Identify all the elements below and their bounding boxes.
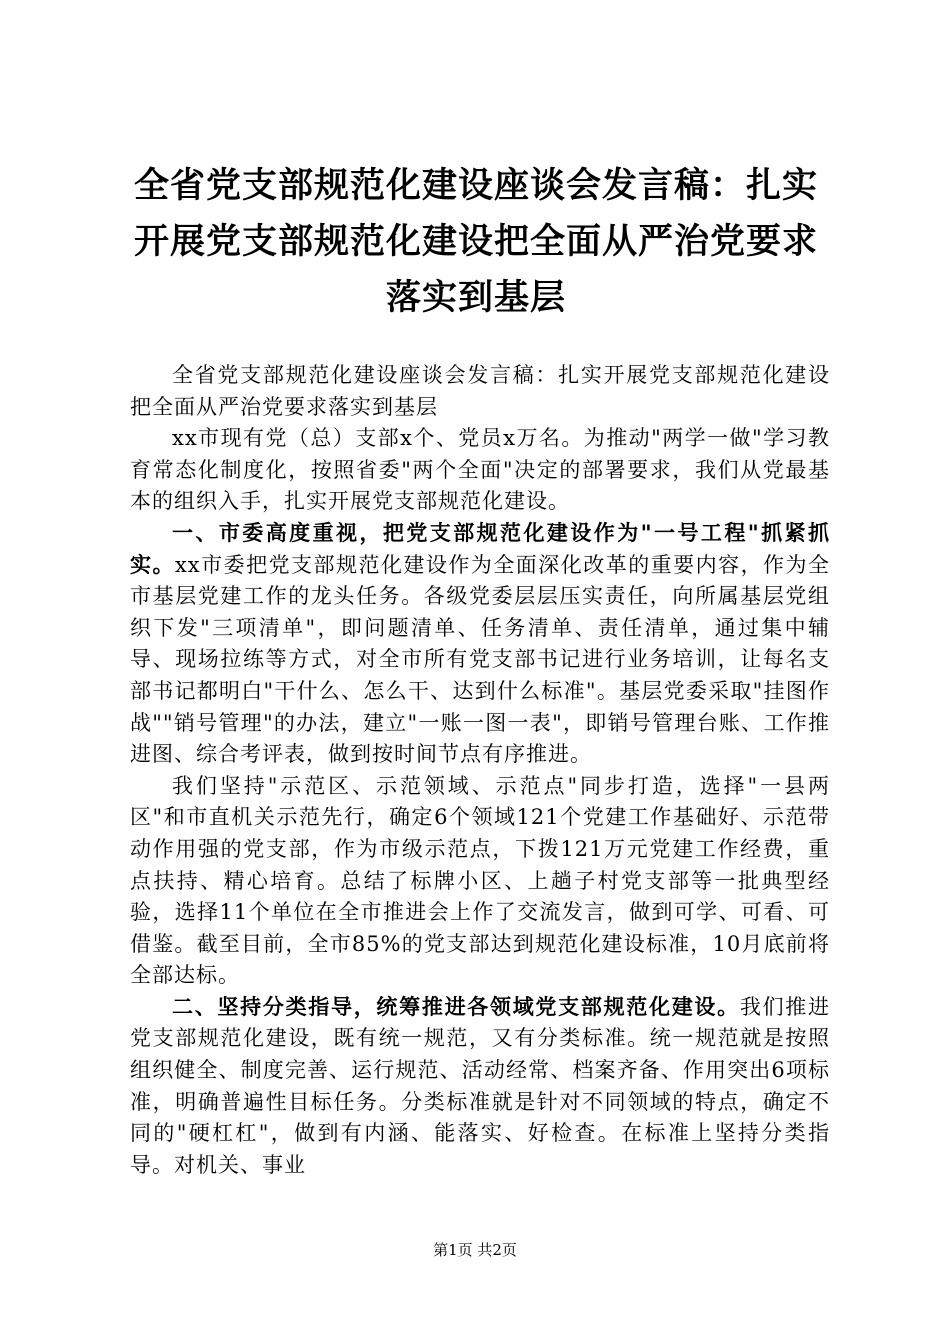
paragraph-text: 我们推进党支部规范化建设，既有统一规范，又有分类标准。统一规范就是按照组织健全、制度完善、运行规范、活动经常、档案齐备、作用突出6项标准，明确普遍性目标任务。分类标准就是针对不同领域的特点，确定不同的"硬杠杠"，做到有内涵、能落实、好检查。在标准上坚持分类指导。对机关、事业 [130, 994, 831, 1177]
paragraph-text: xx市现有党（总）支部x个、党员x万名。为推动"两学一做"学习教育常态化制度化，按照省委"两个全面"决定的部署要求，我们从党最基本的组织入手，扎实开展党支部规范化建设。 [130, 426, 830, 514]
paragraph-intro [130, 360, 830, 423]
section-heading-two: 二、坚持分类指导，统筹推进各领域党支部规范化建设。 [172, 994, 740, 1019]
paragraph-text: xx市委把党支部规范化建设作为全面深化改革的重要内容，作为全市基层党建工作的龙头任务。各级党委层层压实责任，向所属基层党组织下发"三项清单"，即问题清单、任务清单、责任清单，通过集中辅导、现场拉练等方式，对全市所有党支部书记进行业务培训，让每名支部书记都明白"干什么、怎么干、达到什么标准"。基层党委采取"挂图作战""销号管理"的办法，建立"一账一图一表"，即销号管理台账、工作推进图、综合考评表，做到按时间节点有序推进。 [130, 552, 831, 767]
document-body [130, 360, 830, 1181]
paragraph-section-two [130, 992, 830, 1182]
page-footer: 第1页 共2页 [433, 1241, 517, 1259]
paragraph-text: 全省党支部规范化建设座谈会发言稿：扎实开展党支部规范化建设把全面从严治党要求落实到基层 [130, 363, 830, 419]
document-title: 全省党支部规范化建设座谈会发言稿：扎实开展党支部规范化建设把全面从严治党要求落实到基层 [133, 165, 818, 318]
section-heading-one: 一、市委高度重视，把党支部规范化建设作为"一号工程"抓紧抓实。 [130, 520, 830, 577]
paragraph-demonstration [130, 771, 830, 992]
paragraph-section-one [130, 518, 830, 771]
paragraph-overview [130, 423, 830, 518]
paragraph-text: 我们坚持"示范区、示范领域、示范点"同步打造，选择"一县两区"和市直机关示范先行，确定6个领域121个党建工作基础好、示范带动作用强的党支部，作为市级示范点，下拨121万元党建工作经费，重点扶持、精心培育。总结了标牌小区、上趟子村党支部等一批典型经验，选择11个单位在全市推进会上作了交流发言，做到可学、可看、可借鉴。截至目前，全市85%的党支部达到规范化建设标准，10月底前将全部达标。 [130, 773, 830, 988]
